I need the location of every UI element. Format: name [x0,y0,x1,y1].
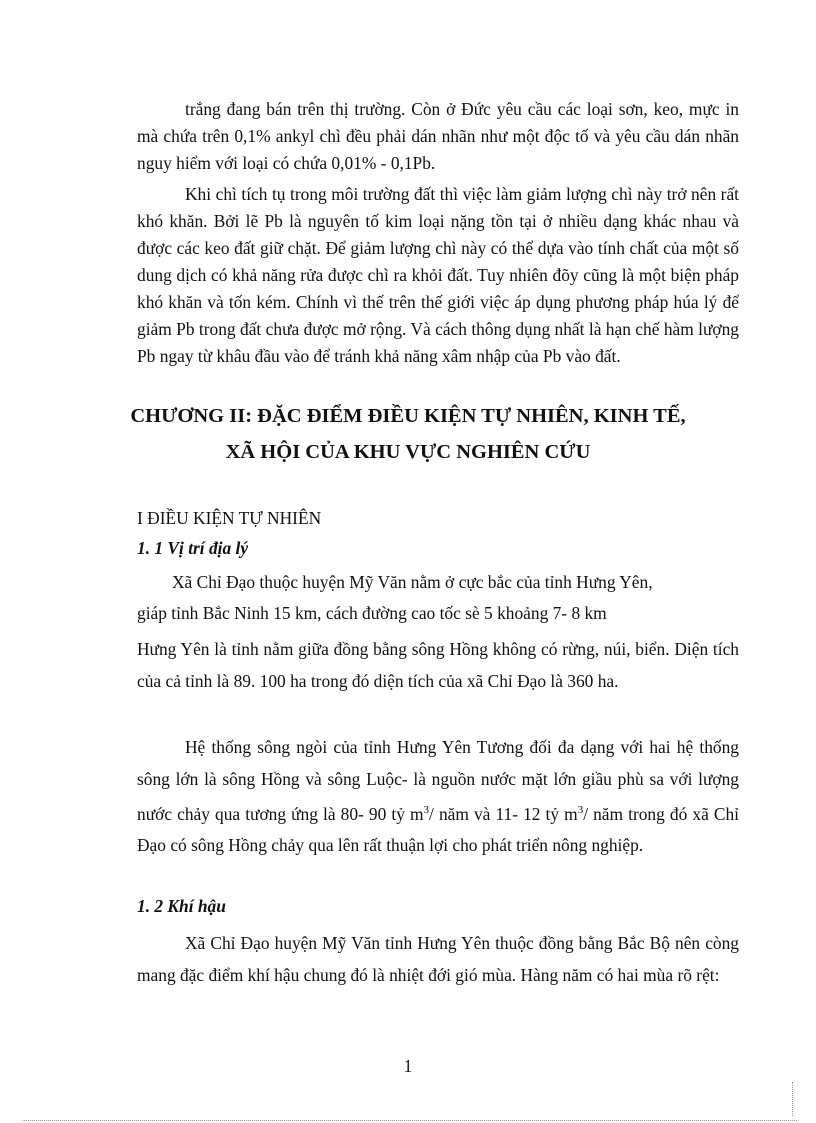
paragraph-area: Hưng Yên là tỉnh nằm giữa đồng bằng sông Hồng không có rừng, núi, biển. Diện tích của cả tỉnh là 89. 100 ha trong đó diện tích của xã Chỉ Đạo là 360 ha. [137,639,739,691]
subsection-location-title: 1. 1 Vị trí địa lý [137,538,249,558]
chapter-title-line1: CHƯƠNG II: ĐẶC ĐIỂM ĐIỀU KIỆN TỰ NHIÊN, KINH TẾ, [130,405,686,427]
page-number: 1 [403,1056,413,1076]
page-border-horizontal [22,1120,797,1121]
chapter-title-line2: XÃ HỘI CỦA KHU VỰC NGHIÊN CỨU [225,441,591,463]
paragraph-rivers: Hệ thống sông ngòi của tỉnh Hưng Yên Tương đối đa dạng với hai hệ thống sông lớn là sông Hồng và sông Luộc- là nguồn nước mặt lớn giầu phù sa với lượng nước chảy qua tương ứng là 80- 90 tỷ $m^3/$ năm và 11- 12 tỷ $m^3/$ năm trong đó xã Chỉ Đạo có sông Hồng chảy qua lên rất thuận lợi cho phát triển nông nghiệp. [137,737,739,856]
paragraph-soil-lead: Khi chì tích tụ trong môi trường đất thì việc làm giảm lượng chì này trở nên rất khó khăn. Bởi lẽ Pb là nguyên tố kim loại nặng tồn tại ở nhiều dạng khác nhau và được các keo đất giữ chặt. Để giảm lượng chì này có thể dựa vào tính chất của một số dung dịch có khả năng rửa được chì ra khỏi đất. Tuy nhiên đõy cũng là một biện pháp khó khăn và tốn kém. Chính vì thế trên thế giới việc áp dụng phương pháp húa lý để giảm Pb trong đất chưa được mở rộng. Và cách thông dụng nhất là hạn chế hàm lượng Pb ngay từ khâu đầu vào để tránh khả năng xâm nhập của Pb vào đất. [137,184,739,366]
paragraph-location-line1: Xã Chỉ Đạo thuộc huyện Mỹ Văn nằm ở cực bắc của tỉnh Hưng Yên, [172,572,653,592]
page-border-vertical [792,1082,793,1116]
section-title: I ĐIỀU KIỆN TỰ NHIÊN [137,508,322,528]
paragraph-climate: Xã Chỉ Đạo huyện Mỹ Văn tỉnh Hưng Yên thuộc đồng bằng Bắc Bộ nên còng mang đặc điểm khí hậu chung đó là nhiệt đới gió mùa. Hàng năm có hai mùa rõ rệt: [137,933,739,985]
subsection-climate-title: 1. 2 Khí hậu [137,896,226,916]
paragraph-location-line2: giáp tỉnh Bắc Ninh 15 km, cách đường cao tốc sè 5 khoảng 7- 8 km [137,603,607,623]
paragraph-lead-regulation: trắng đang bán trên thị trường. Còn ở Đức yêu cầu các loại sơn, keo, mực in mà chứa trên 0,1% ankyl chì đều phải dán nhãn như một độc tố và yêu cầu dán nhãn nguy hiểm với loại có chứa 0,01% - 0,1Pb. [137,99,739,173]
